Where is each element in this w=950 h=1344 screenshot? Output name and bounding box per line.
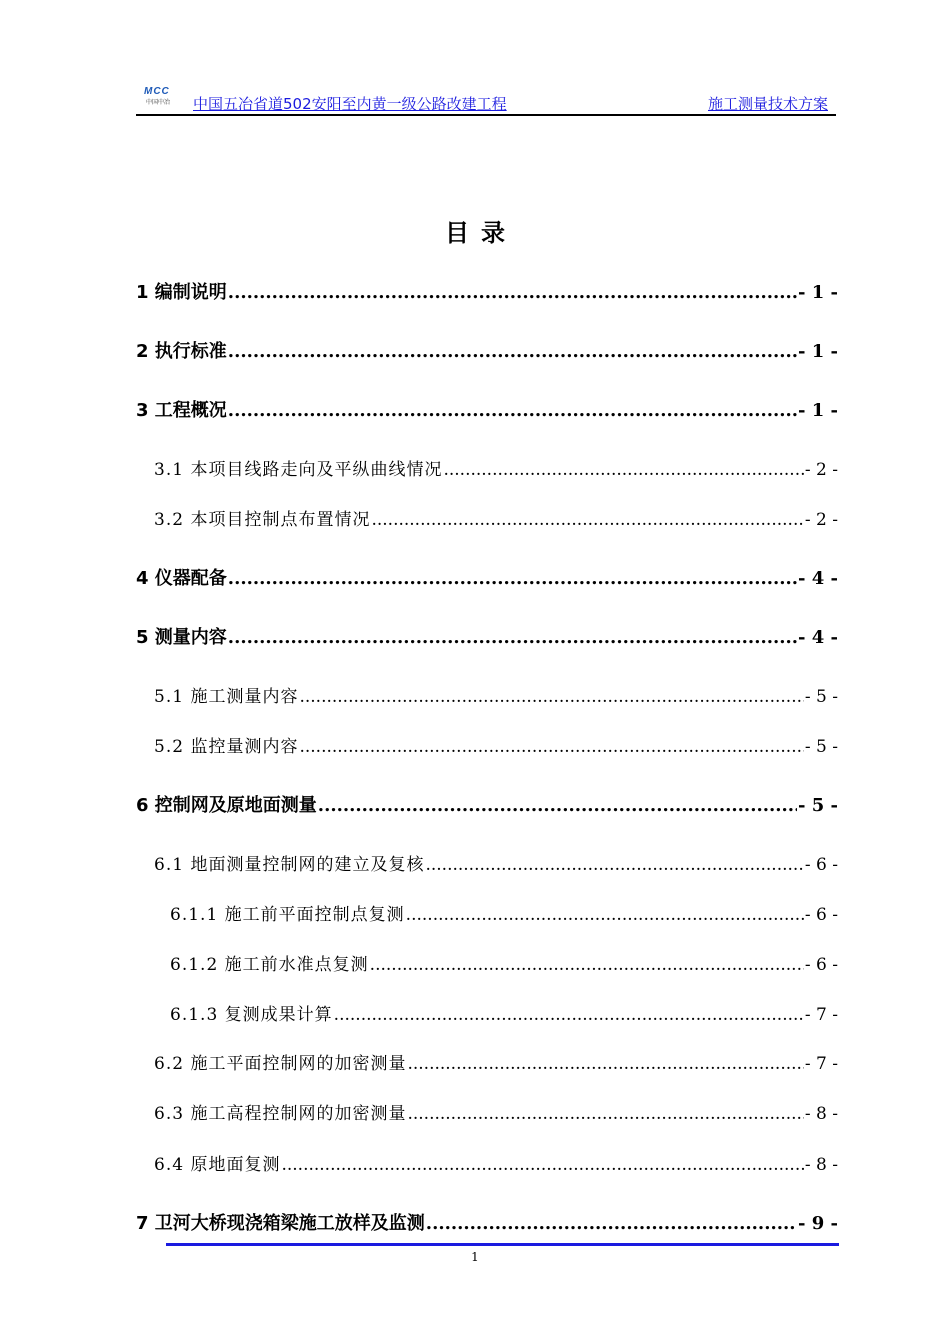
header-project-title: 中国五冶省道502安阳至内黄一级公路改建工程 bbox=[193, 95, 507, 113]
toc-entry-page: - 4 - bbox=[798, 627, 838, 648]
dot-leader bbox=[425, 855, 803, 875]
toc-entry[interactable] bbox=[136, 396, 838, 422]
footer-rule bbox=[166, 1243, 839, 1246]
toc-entry-page: - 6 - bbox=[804, 955, 838, 975]
toc-entry-page: - 5 - bbox=[804, 737, 838, 757]
toc-entry-label: 6.4 原地面复测 bbox=[154, 1155, 281, 1175]
toc-entry[interactable] bbox=[154, 1150, 838, 1175]
dot-leader bbox=[228, 568, 797, 589]
toc-entry-label: 6.1.2 施工前水准点复测 bbox=[170, 955, 369, 975]
toc-entry-label: 2 执行标准 bbox=[136, 341, 227, 362]
page-number: 1 bbox=[471, 1250, 479, 1264]
toc-entry-label: 6 控制网及原地面测量 bbox=[136, 795, 317, 816]
toc-entry[interactable] bbox=[154, 732, 838, 757]
toc-entry[interactable] bbox=[136, 278, 838, 304]
toc-entry[interactable] bbox=[154, 455, 838, 480]
toc-entry-page: - 2 - bbox=[804, 460, 838, 480]
dot-leader bbox=[318, 795, 797, 816]
toc-entry-label: 7 卫河大桥现浇箱梁施工放样及监测 bbox=[136, 1213, 425, 1234]
logo-mark: MCC bbox=[144, 86, 170, 97]
dot-leader bbox=[443, 460, 803, 480]
toc-entry-page: - 4 - bbox=[798, 568, 838, 589]
dot-leader bbox=[426, 1213, 797, 1234]
dot-leader bbox=[228, 627, 797, 648]
toc-entry-page: - 8 - bbox=[804, 1104, 838, 1124]
toc-entry-page: - 8 - bbox=[804, 1155, 838, 1175]
dot-leader bbox=[334, 1005, 804, 1025]
toc-entry-label: 5.1 施工测量内容 bbox=[154, 687, 299, 707]
dot-leader bbox=[299, 737, 803, 757]
dot-leader bbox=[281, 1155, 803, 1175]
dot-leader bbox=[407, 1104, 803, 1124]
dot-leader bbox=[228, 341, 797, 362]
toc-entry-label: 5.2 监控量测内容 bbox=[154, 737, 299, 757]
dot-leader bbox=[228, 282, 797, 303]
toc-entry[interactable] bbox=[154, 1049, 838, 1074]
toc-entry[interactable] bbox=[154, 682, 838, 707]
dot-leader bbox=[406, 905, 804, 925]
dot-leader bbox=[228, 400, 797, 421]
toc-entry[interactable] bbox=[136, 564, 838, 590]
dot-leader bbox=[370, 955, 804, 975]
toc-entry-label: 6.1 地面测量控制网的建立及复核 bbox=[154, 855, 425, 875]
toc-entry-label: 3.1 本项目线路走向及平纵曲线情况 bbox=[154, 460, 443, 480]
toc-entry-label: 6.1.1 施工前平面控制点复测 bbox=[170, 905, 405, 925]
toc-entry[interactable] bbox=[170, 950, 838, 975]
toc-entry-page: - 7 - bbox=[804, 1054, 838, 1074]
toc-entry-page: - 6 - bbox=[804, 855, 838, 875]
header-document-title: 施工测量技术方案 bbox=[707, 95, 828, 113]
toc-entry-label: 5 测量内容 bbox=[136, 627, 227, 648]
toc-entry-page: - 5 - bbox=[804, 687, 838, 707]
toc-entry[interactable] bbox=[136, 337, 838, 363]
toc-entry-label: 6.3 施工高程控制网的加密测量 bbox=[154, 1104, 407, 1124]
toc-entry[interactable] bbox=[170, 900, 838, 925]
logo-subtitle: 中国中冶 bbox=[146, 99, 171, 106]
dot-leader bbox=[299, 687, 803, 707]
toc-entry-label: 6.2 施工平面控制网的加密测量 bbox=[154, 1054, 407, 1074]
toc-entry-page: - 6 - bbox=[804, 905, 838, 925]
toc-entry-page: - 1 - bbox=[798, 400, 838, 421]
toc-entry[interactable] bbox=[154, 505, 838, 530]
toc-entry-page: - 7 - bbox=[804, 1005, 838, 1025]
toc-entry[interactable] bbox=[136, 1209, 838, 1235]
toc-entry-label: 4 仪器配备 bbox=[136, 568, 227, 589]
toc-entry[interactable] bbox=[154, 1099, 838, 1124]
toc-entry[interactable] bbox=[154, 850, 838, 875]
toc-entry-label: 1 编制说明 bbox=[136, 282, 227, 303]
dot-leader bbox=[371, 510, 803, 530]
toc-entry-label: 3.2 本项目控制点布置情况 bbox=[154, 510, 371, 530]
dot-leader bbox=[407, 1054, 803, 1074]
toc-entry-page: - 5 - bbox=[798, 795, 838, 816]
toc-title: 目录 bbox=[445, 219, 517, 247]
toc-entry-label: 6.1.3 复测成果计算 bbox=[170, 1005, 333, 1025]
toc-entry-page: - 9 - bbox=[798, 1213, 838, 1234]
toc-entry[interactable] bbox=[136, 791, 838, 817]
toc-entry-label: 3 工程概况 bbox=[136, 400, 227, 421]
toc-entry-page: - 1 - bbox=[798, 341, 838, 362]
toc-entry-page: - 2 - bbox=[804, 510, 838, 530]
toc-entry[interactable] bbox=[170, 1000, 838, 1025]
toc-entry[interactable] bbox=[136, 623, 838, 649]
toc-entry-page: - 1 - bbox=[798, 282, 838, 303]
